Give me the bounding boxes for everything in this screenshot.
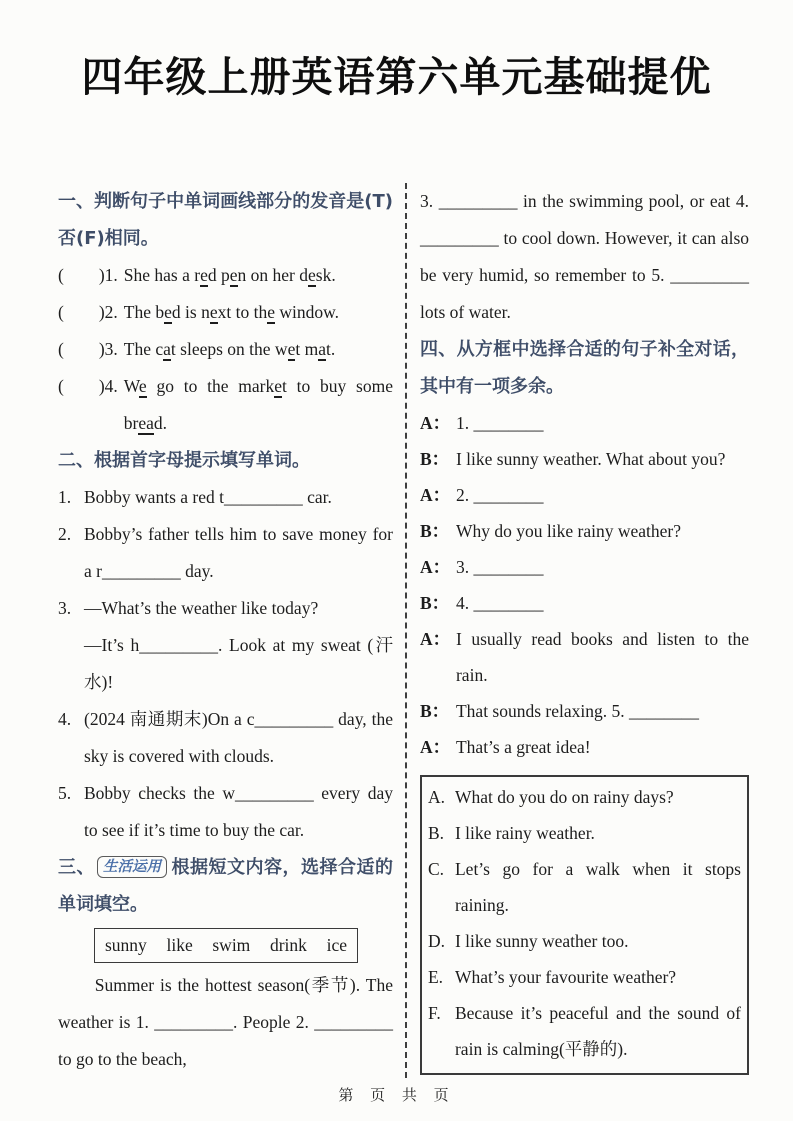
dialogue-text: 2. ________ — [455, 485, 544, 505]
speaker-label: A： — [419, 485, 451, 505]
dialogue-line-2 — [420, 441, 749, 477]
option-label: E. — [427, 967, 444, 987]
cloze-passage-right: 3. _________ in the swimming pool, or eat 4. _________ to cool down. However, it can also be very humid, so remember to 5. _________ lots of water. — [419, 191, 749, 322]
fill-sentence: Bobby wants a red t_________ car. — [84, 487, 332, 507]
item-number: 4. — [58, 709, 72, 729]
word-bank-word: ice — [326, 935, 347, 955]
option-text: Because it’s peaceful and the sound of rain is calming(平静的). — [454, 1003, 741, 1059]
option-label: D. — [427, 931, 445, 951]
two-column-layout — [0, 183, 793, 1078]
dialogue-line-6 — [420, 585, 749, 621]
fill-item-2 — [58, 516, 393, 590]
dialogue-answer-line: —It’s h_________. Look at my sweat (汗水)! — [84, 635, 393, 692]
dialogue-text: Why do you like rainy weather? — [455, 521, 681, 541]
option-text: I like rainy weather. — [454, 823, 595, 843]
option-text: What do you do on rainy days? — [454, 787, 674, 807]
answer-bracket: ( )1. — [58, 265, 118, 285]
phonetic-sentence: The bed is next to the window. — [123, 302, 340, 322]
section-four-heading: 四、从方框中选择合适的句子补全对话，其中有一项多余。 — [419, 339, 749, 397]
dialogue-line-7 — [420, 621, 749, 693]
word-bank-word: swim — [212, 935, 251, 955]
option-text: I like sunny weather too. — [454, 931, 629, 951]
phonetic-sentence: We go to the market to buy some bread. — [123, 376, 393, 433]
dialogue-question-line: —What’s the weather like today? — [84, 598, 319, 618]
fill-item-4 — [58, 701, 393, 775]
dialogue-text: 4. ________ — [455, 593, 544, 613]
dialogue-line-5 — [420, 549, 749, 585]
word-bank-word: like — [166, 935, 193, 955]
option-d — [428, 923, 741, 959]
option-text: Let’s go for a walk when it stops raining. — [454, 859, 741, 915]
fill-sentence: Bobby’s father tells him to save money for a r_________ day. — [84, 524, 393, 581]
dialogue-line-8 — [420, 693, 749, 729]
section-two-heading: 二、根据首字母提示填写单词。 — [58, 450, 310, 471]
option-e — [428, 959, 741, 995]
option-f — [428, 995, 741, 1067]
section-three-heading — [58, 849, 393, 923]
option-label: C. — [427, 859, 445, 879]
item-number: 2. — [58, 524, 72, 544]
speaker-label: B： — [419, 593, 450, 613]
dialogue-text: 3. ________ — [455, 557, 544, 577]
page-footer: 第 页 共 页 — [338, 1086, 455, 1104]
dialogue-text: That sounds relaxing. 5. ________ — [455, 701, 700, 721]
option-b — [428, 815, 741, 851]
cloze-passage-left: Summer is the hottest season(季节). The weather is 1. _________. People 2. _________ to go to the beach, — [58, 975, 393, 1069]
fill-sentence — [84, 590, 393, 701]
speaker-label: B： — [419, 449, 450, 469]
left-column — [58, 183, 405, 1078]
dialogue-line-3 — [420, 477, 749, 513]
phonetic-item-1 — [58, 257, 393, 294]
item-number: 3. — [58, 598, 72, 618]
life-application-badge: 生活运用 — [97, 856, 167, 878]
dialogue-text: I like sunny weather. What about you? — [455, 449, 726, 469]
phonetic-item-4 — [58, 368, 393, 442]
section-one-heading: 一、判断句子中单词画线部分的发音是(T)否(F)相同。 — [58, 191, 393, 249]
fill-sentence: (2024 南通期末)On a c_________ day, the sky is covered with clouds. — [84, 709, 393, 766]
speaker-label: B： — [419, 701, 450, 721]
word-bank-word: drink — [269, 935, 307, 955]
page-title: 四年级上册英语第六单元基础提优 — [81, 53, 712, 101]
phonetic-item-3 — [58, 331, 393, 368]
speaker-label: A： — [419, 413, 451, 433]
dialogue-line-4 — [420, 513, 749, 549]
option-c — [428, 851, 741, 923]
phonetic-item-2 — [58, 294, 393, 331]
fill-item-3 — [58, 590, 393, 701]
fill-item-5 — [58, 775, 393, 849]
dialogue-text: I usually read books and listen to the rain. — [455, 629, 749, 685]
section-three-instruction: 根据短文内容，选择合适的单词填空。 — [58, 857, 393, 915]
phonetic-sentence: The cat sleeps on the wet mat. — [123, 339, 336, 359]
fill-item-1 — [58, 479, 393, 516]
option-label: F. — [427, 1003, 441, 1023]
item-number: 1. — [58, 487, 72, 507]
word-bank-word: sunny — [105, 935, 147, 955]
option-a — [428, 779, 741, 815]
dialogue-line-1 — [420, 405, 749, 441]
answer-bracket: ( )2. — [58, 302, 118, 322]
speaker-label: A： — [419, 629, 451, 649]
speaker-label: B： — [419, 521, 450, 541]
options-box — [420, 775, 749, 1075]
section-three-number: 三、 — [58, 857, 95, 878]
option-label: B. — [427, 823, 445, 843]
dialogue-text: That’s a great idea! — [455, 737, 591, 757]
dialogue-line-9 — [420, 729, 749, 765]
answer-bracket: ( )3. — [58, 339, 118, 359]
answer-bracket: ( )4. — [58, 376, 118, 396]
word-bank-box — [94, 928, 358, 963]
phonetic-sentence: She has a red pen on her desk. — [123, 265, 336, 285]
fill-sentence: Bobby checks the w_________ every day to see if it’s time to buy the car. — [84, 783, 393, 840]
item-number: 5. — [58, 783, 72, 803]
option-text: What’s your favourite weather? — [454, 967, 677, 987]
right-column — [405, 183, 749, 1078]
speaker-label: A： — [419, 737, 451, 757]
speaker-label: A： — [419, 557, 451, 577]
dialogue-text: 1. ________ — [455, 413, 544, 433]
option-label: A. — [427, 787, 445, 807]
